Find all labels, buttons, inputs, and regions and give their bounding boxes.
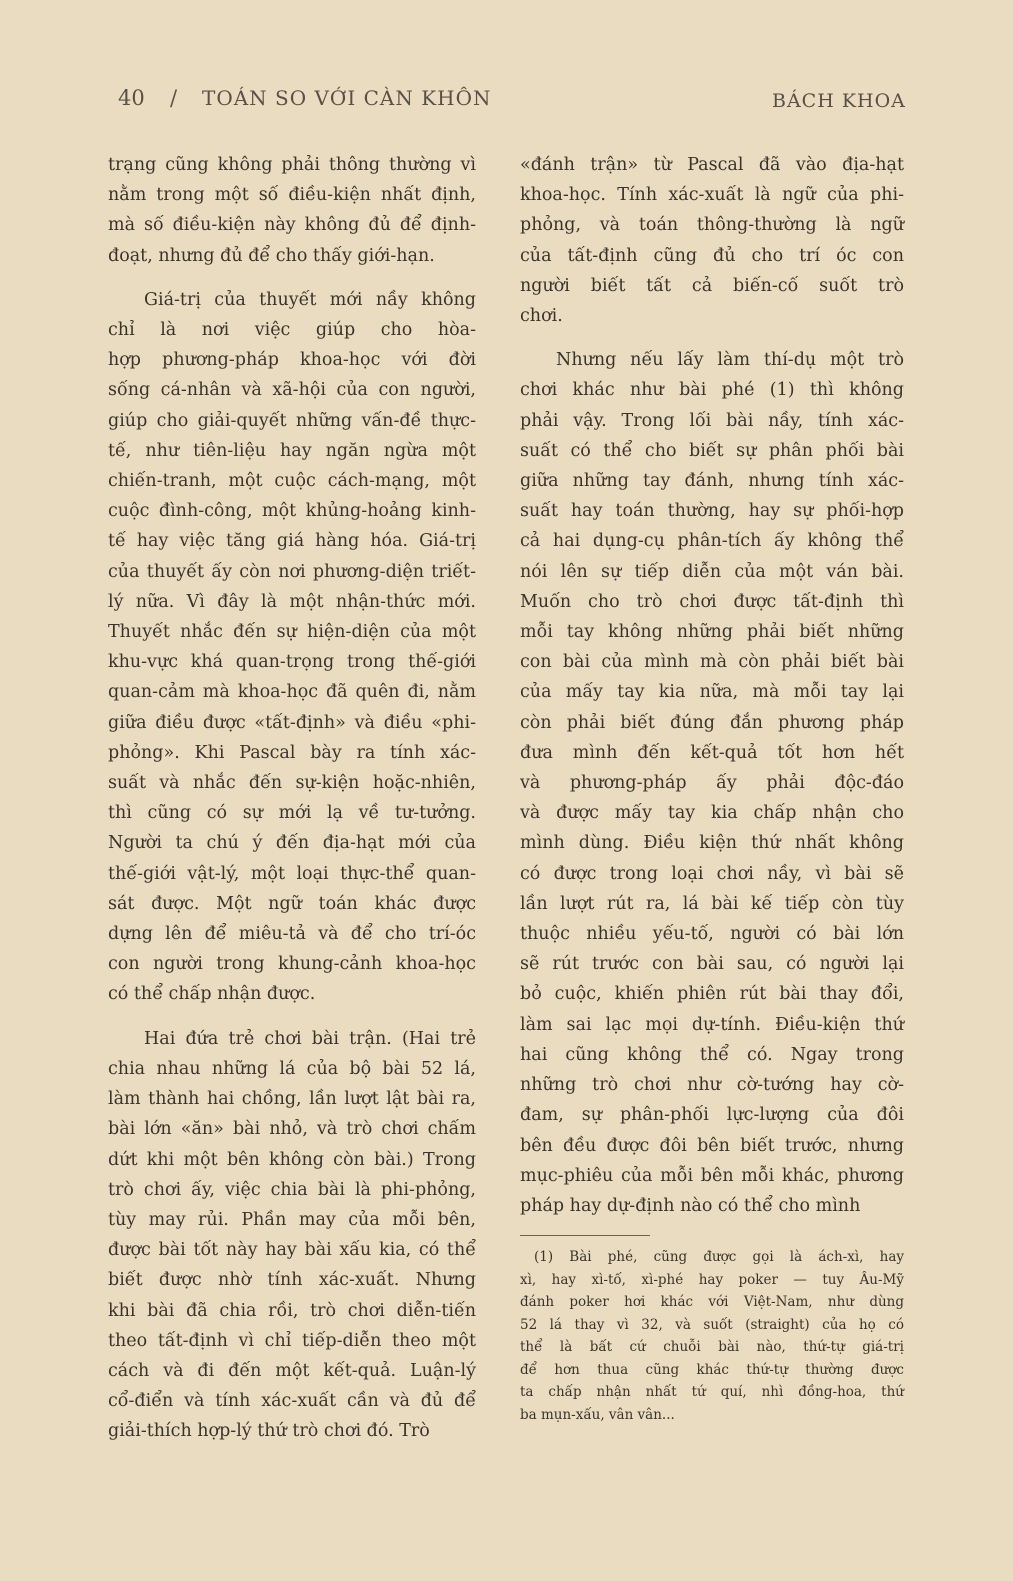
text-line: Hai đứa trẻ chơi bài trận. (Hai trẻ [144,1028,476,1049]
text-line: chiến-tranh, một cuộc cách-mạng, một [108,471,476,492]
text-line: «đánh trận» từ Pascal đã vào địa-hạt [520,155,904,175]
text-line: chơi khác như bài phé (1) thì không [520,380,904,401]
footnote-rule [520,1235,650,1236]
text-line: theo tất-định vì chỉ tiếp-diễn theo một [108,1330,476,1351]
text-line: hợp phương-pháp khoa-học với đời [108,350,476,371]
text-line: dựng lên để miêu-tả và để cho trí-óc [108,924,476,945]
footnote-line: đánh poker hơi khác với Việt-Nam, như dùng [520,1294,904,1311]
text-line: chỉ là nơi việc giúp cho hòa- [108,320,476,341]
text-line: người biết tất cả biến-cố suốt trò [520,275,904,296]
text-line: chia nhau những lá của bộ bài 52 lá, [108,1058,476,1079]
text-line: pháp hay dự-định nào có thể cho mình [520,1195,861,1216]
text-line: suất và nhắc đến sự-kiện hoặc-nhiên, [108,773,476,794]
footnote [520,1246,904,1426]
text-line: và phương-pháp ấy phải độc-đáo [520,773,904,794]
text-line: làm thành hai chồng, lần lượt lật bài ra, [108,1089,476,1110]
text-line: bài lớn «ăn» bài nhỏ, và trò chơi chấm [108,1119,476,1140]
text-line: Nhưng nếu lấy làm thí-dụ một trò [556,350,904,371]
footnote-line: thể là bất cứ chuỗi bài nào, thứ-tự giá-trị [520,1339,904,1356]
text-line: con bài của mình mà còn phải biết bài [520,652,904,673]
text-line: hai cũng không thể có. Ngay trong [520,1044,904,1065]
text-line: quan-cảm mà khoa-học đã quên đi, nằm [108,682,476,703]
paragraph [520,150,904,331]
footnote-line: để hơn thua cũng khác thứ-tự thường được [520,1361,904,1378]
text-line: sống cá-nhân và xã-hội của con người, [108,380,476,401]
text-line: khu-vực khá quan-trọng trong thế-giới [108,652,476,673]
running-title: TOÁN SO VỚI CÀN KHÔN [202,86,492,110]
text-line: tùy may rủi. Phần may của mỗi bên, [108,1209,476,1230]
text-line: còn phải biết đúng đắn phương pháp [520,712,904,733]
text-line: thế-giới vật-lý, một loại thực-thể quan- [108,863,476,884]
text-line: giữa những tay đánh, nhưng tính xác- [520,471,904,492]
text-line: cổ-điển và tính xác-xuất cần và đủ để [108,1391,476,1412]
text-line: Người ta chú ý đến địa-hạt mới của [108,833,476,854]
text-line: đưa mình đến kết-quả tốt hơn hết [520,742,904,763]
text-line: dứt khi một bên không còn bài.) Trong [108,1149,476,1170]
paragraph [108,285,476,1010]
text-line: có thể chấp nhận được. [108,984,316,1005]
text-line: mục-phiêu của mỗi bên mỗi khác, phương [520,1165,904,1186]
paragraph-gap [108,1010,476,1024]
text-line: biết được nhờ tính xác-xuất. Nhưng [108,1270,476,1291]
text-line: suất hay toán thường, hay sự phối-hợp [520,501,904,522]
text-line: Thuyết nhắc đến sự hiện-diện của một [108,622,476,643]
page-number: 40 [118,86,145,110]
text-line: cuộc đình-công, một khủng-hoảng kinh- [108,501,476,522]
text-line: phỏng». Khi Pascal bày ra tính xác- [108,742,476,763]
paragraph [108,1024,476,1447]
paragraph-gap [520,331,904,345]
text-line: lý nữa. Vì đây là một nhận-thức mới. [108,591,476,612]
footnote-line: ta chấp nhận nhất tứ quí, nhì đồng-hoa, thứ [520,1384,904,1401]
right-column [520,150,904,1426]
text-line: thì cũng có sự mới lạ về tư-tưởng. [108,803,476,824]
text-line: giúp cho giải-quyết những vấn-đề thực- [108,410,476,431]
text-line: trạng cũng không phải thông thường vì [108,155,476,175]
text-line: mỗi tay không những phải biết những [520,622,904,643]
text-line: cả hai dụng-cụ phân-tích ấy không thể [520,531,904,552]
text-line: Giá-trị của thuyết mới nầy không [144,289,476,310]
text-line: mà số điều-kiện này không đủ để định- [108,215,476,236]
footnote-line: 52 lá thay vì 32, và suốt (straight) của họ có [520,1316,904,1333]
text-line: trò chơi ấy, việc chia bài là phi-phỏng, [108,1179,476,1200]
text-line: đam, sự phân-phối lực-lượng của đôi [520,1105,904,1126]
page-header [0,86,1013,126]
text-line: chơi. [520,306,563,327]
text-line: lần lượt rút ra, lá bài kế tiếp còn tùy [520,893,904,914]
text-line: được bài tốt này hay bài xấu kia, có thể [108,1240,476,1261]
journal-name: BÁCH KHOA [772,90,906,112]
text-line: suất có thể cho biết sự phân phối bài [520,440,904,461]
text-line: làm sai lạc mọi dự-tính. Điều-kiện thứ [520,1014,904,1035]
text-line: thuộc nhiều yếu-tố, người có bài lớn [520,924,904,945]
paragraph-gap [108,271,476,285]
text-line: tế hay việc tăng giá hàng hóa. Giá-trị [108,531,476,552]
text-line: giữa điều được «tất-định» và điều «phi- [108,712,476,733]
header-separator: / [170,86,178,110]
left-column [108,150,476,1447]
text-line: và được mấy tay kia chấp nhận cho [520,803,904,824]
text-line: của tất-định cũng đủ cho trí óc con [520,245,904,266]
text-line: nói lên sự tiếp diễn của một ván bài. [520,561,904,582]
text-line: khoa-học. Tính xác-xuất là ngữ của phi- [520,185,904,206]
text-line: có được trong loại chơi nầy, vì bài sẽ [520,863,904,884]
text-line: đoạt, nhưng đủ để cho thấy giới-hạn. [108,245,435,266]
footnote-line: ba mụn-xấu, vân vân... [520,1406,675,1423]
footnote-line: (1) Bài phé, cũng được gọi là ách-xì, hay [534,1249,904,1266]
text-line: cách và đi đến một kết-quả. Luận-lý [108,1360,476,1381]
text-line: bên đều được đôi bên biết trước, nhưng [520,1135,904,1156]
text-line: những trò chơi như cờ-tướng hay cờ- [520,1075,904,1096]
text-line: nằm trong một số điều-kiện nhất định, [108,185,476,206]
text-line: mình dùng. Điều kiện thứ nhất không [520,833,904,854]
text-line: của thuyết ấy còn nơi phương-diện triết- [108,561,476,582]
text-line: phỏng, và toán thông-thường là ngữ [520,215,904,236]
text-line: bỏ cuộc, khiến phiên rút bài thay đổi, [520,984,904,1005]
text-line: con người trong khung-cảnh khoa-học [108,954,476,975]
text-line: sát được. Một ngữ toán khác được [108,893,476,914]
text-line: Muốn cho trò chơi được tất-định thì [520,591,904,612]
text-line: phải vậy. Trong lối bài nầy, tính xác- [520,410,904,431]
paragraph [108,150,476,271]
footnote-line: xì, hay xì-tố, xì-phé hay poker — tuy Âu-Mỹ [520,1271,904,1288]
text-line: tế, như tiên-liệu hay ngăn ngừa một [108,440,476,461]
text-line: của mấy tay kia nữa, mà mỗi tay lại [520,682,904,703]
text-line: giải-thích hợp-lý thứ trò chơi đó. Trò [108,1421,430,1442]
text-line: khi bài đã chia rồi, trò chơi diễn-tiến [108,1300,476,1321]
text-line: sẽ rút trước con bài sau, có người lại [520,954,904,975]
paragraph [520,345,904,1221]
